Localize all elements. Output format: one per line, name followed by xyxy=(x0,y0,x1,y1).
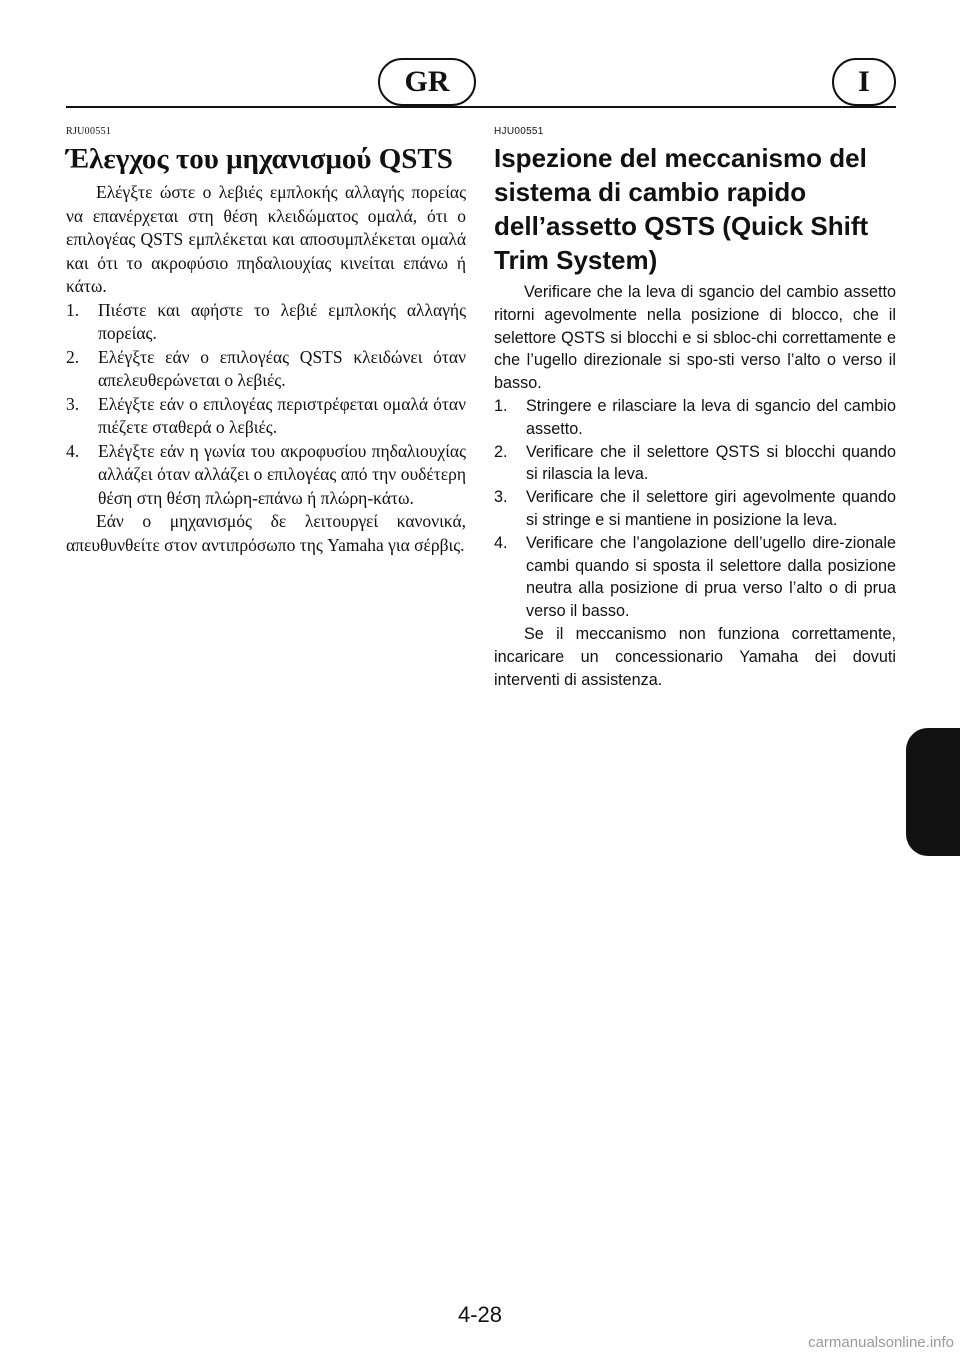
step-text: Verificare che il selettore giri agevolmente quando si stringe e si mantiene in posizione la leva. xyxy=(526,488,896,529)
step-text: Ελέγξτε εάν ο επιλογέας περιστρέφεται ομαλά όταν πιέζετε σταθερά ο λεβιές. xyxy=(98,393,466,437)
language-badge-gr: GR xyxy=(378,58,476,106)
step-number: 3. xyxy=(66,393,80,414)
italian-step-2 xyxy=(494,441,896,487)
italian-intro-paragraph: Verificare che la leva di sgancio del cambio assetto ritorni agevolmente nella posizione di blocco, che il selettore QSTS si blocchi e si sbloc-chi correttamente e che l’ugello direzionale si spo-sti verso l’alto o verso il basso. xyxy=(494,283,896,393)
step-number: 3. xyxy=(494,488,508,507)
step-number: 4. xyxy=(494,533,508,552)
step-number: 2. xyxy=(494,442,508,461)
italian-outro-paragraph: Se il meccanismo non funziona correttamente, incaricare un concessionario Yamaha dei dovuti interventi di assistenza. xyxy=(494,624,896,689)
greek-step-3 xyxy=(66,393,466,440)
greek-step-2 xyxy=(66,346,466,393)
header-rule xyxy=(66,106,896,108)
italian-section-code: HJU00551 xyxy=(494,126,544,137)
italian-step-4 xyxy=(494,532,896,623)
chapter-thumb-tab xyxy=(906,728,960,856)
italian-section-title: Ispezione del meccanismo del sistema di cambio rapido dell’assetto QSTS (Quick Shift Trim System) xyxy=(494,143,869,275)
step-text: Verificare che l’angolazione dell’ugello dire-zionale cambi quando si sposta il selettore dalla posizione neutra alla posizione di prua verso l’alto o di prua verso il basso. xyxy=(526,533,896,621)
step-number: 2. xyxy=(66,346,80,367)
watermark: carmanualsonline.info xyxy=(808,1334,954,1351)
greek-outro-paragraph: Εάν ο μηχανισμός δε λειτουργεί κανονικά, απευθυνθείτε στον αντιπρόσωπο της Yamaha για σέρβις. xyxy=(66,511,466,555)
step-number: 1. xyxy=(494,396,508,415)
greek-column xyxy=(66,126,466,557)
italian-column xyxy=(494,126,896,691)
step-number: 4. xyxy=(66,440,80,461)
step-number: 1. xyxy=(66,299,80,320)
greek-section-code: RJU00551 xyxy=(66,126,112,137)
page-number: 4-28 xyxy=(457,1302,503,1327)
greek-section-title: Έλεγχος του μηχανισμού QSTS xyxy=(66,143,453,175)
greek-step-1 xyxy=(66,299,466,346)
italian-step-3 xyxy=(494,486,896,532)
greek-intro-paragraph: Ελέγξτε ώστε ο λεβιές εμπλοκής αλλαγής πορείας να επανέρχεται στη θέση κλειδώματος ομαλά, ότι ο επιλογέας QSTS εμπλέκεται και αποσυμπλέκεται ομαλά και ότι το ακροφύσιο πηδαλιουχίας κινείται επάνω ή κάτω. xyxy=(66,182,466,296)
step-text: Ελέγξτε εάν ο επιλογέας QSTS κλειδώνει όταν απελευθερώνεται ο λεβιές. xyxy=(98,346,466,390)
greek-step-4 xyxy=(66,440,466,511)
step-text: Stringere e rilasciare la leva di sgancio del cambio assetto. xyxy=(526,396,896,438)
greek-steps-list xyxy=(66,299,466,511)
italian-steps-list xyxy=(494,395,896,623)
step-text: Verificare che il selettore QSTS si blocchi quando si rilascia la leva. xyxy=(526,442,896,484)
step-text: Ελέγξτε εάν η γωνία του ακροφυσίου πηδαλιουχίας αλλάζει όταν αλλάζει ο επιλογέας από την ουδέτερη θέση στη θέση πλώρη-επάνω ή πλώρη-κάτω. xyxy=(98,440,466,508)
italian-step-1 xyxy=(494,395,896,441)
language-badge-i: I xyxy=(832,58,896,106)
step-text: Πιέστε και αφήστε το λεβιέ εμπλοκής αλλαγής πορείας. xyxy=(98,299,466,343)
